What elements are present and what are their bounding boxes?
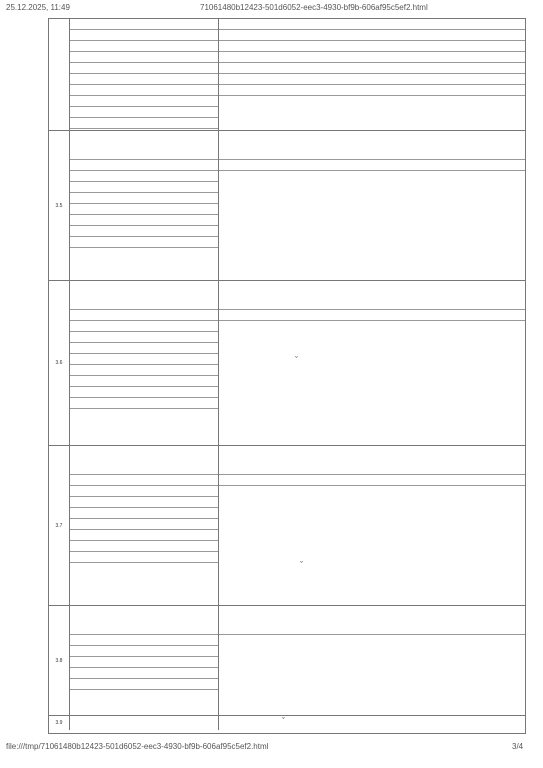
cursor-mark-icon: ˇ xyxy=(295,355,298,365)
row-number: 3.9 xyxy=(49,716,70,730)
table-row xyxy=(49,606,525,716)
print-datetime: 25.12.2025, 11:49 xyxy=(6,3,70,12)
cursor-mark-icon: ˇ xyxy=(300,560,303,570)
row-number: 3.6 xyxy=(49,281,70,445)
table-row xyxy=(49,281,525,446)
table-row xyxy=(49,131,525,281)
print-page-number: 3/4 xyxy=(512,742,524,751)
row-number: 3.7 xyxy=(49,446,70,605)
print-title: 71061480b12423-501d6052-eec3-4930-bf9b-606af95c5ef2.html xyxy=(200,3,428,12)
table-top-section xyxy=(49,19,525,131)
print-file-path: file:///tmp/71061480b12423-501d6052-eec3-4930-bf9b-606af95c5ef2.html xyxy=(6,742,269,751)
cursor-mark-icon: ˇ xyxy=(282,716,285,726)
row-number: 3.5 xyxy=(49,131,70,280)
row-number: 3.8 xyxy=(49,606,70,715)
document-table xyxy=(48,18,526,734)
table-row xyxy=(49,716,525,730)
table-row xyxy=(49,446,525,606)
